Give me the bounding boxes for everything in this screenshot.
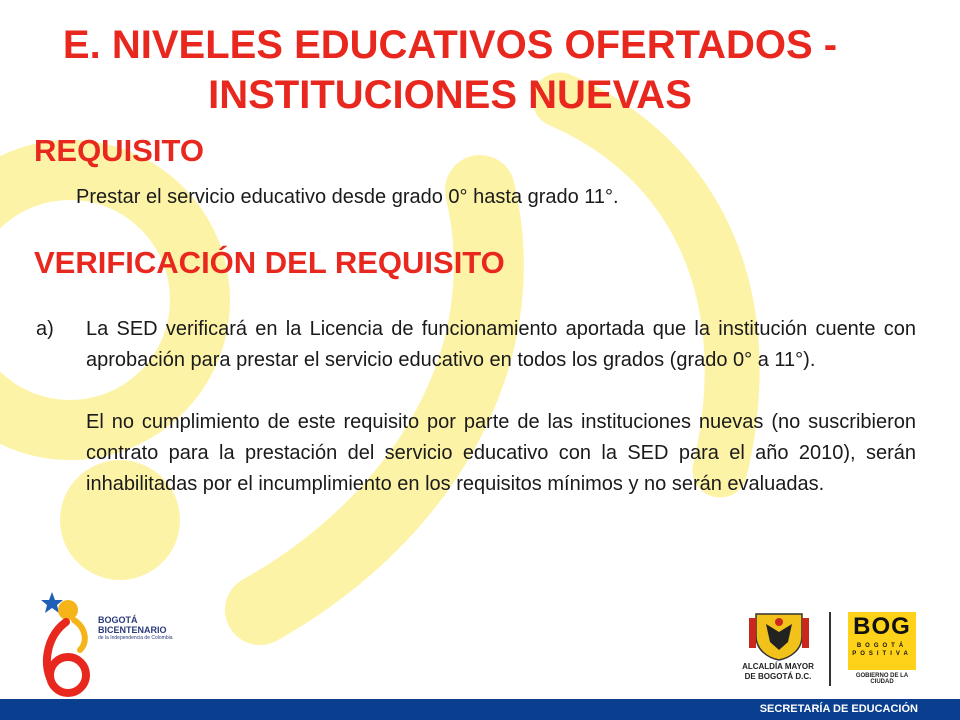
footer-text: SECRETARÍA DE EDUCACIÓN bbox=[759, 703, 918, 715]
bicentenario-line-3: de la Independencia de Colombia bbox=[98, 635, 173, 641]
bicentenario-line-1: BOGOTÁ bbox=[98, 615, 138, 625]
list-item bbox=[36, 314, 916, 500]
bog-sub-2: POSITIVA bbox=[852, 651, 912, 657]
verification-list bbox=[36, 314, 916, 500]
bog-caption: GOBIERNO DE LA CIUDAD bbox=[855, 673, 909, 685]
alcaldia-line-2: DE BOGOTÁ D.C. bbox=[744, 672, 812, 681]
title-line-2: INSTITUCIONES NUEVAS bbox=[208, 73, 692, 117]
slide-title bbox=[0, 20, 900, 120]
bogota-positiva-logo bbox=[848, 612, 916, 670]
bogota-coat-of-arms-icon bbox=[744, 610, 814, 662]
item-paragraph-2: El no cumplimiento de este requisito por parte de las instituciones nuevas (no suscribieron contrato para la prestación del servicio educativo con la SED para el año 2010), serán inhabilitadas por el incumplimiento en los requisitos mínimos y no serán evaluadas. bbox=[86, 411, 916, 495]
bicentenario-text bbox=[98, 615, 173, 642]
verification-heading: VERIFICACIÓN DEL REQUISITO bbox=[34, 245, 505, 280]
alcaldia-line-1: ALCALDÍA MAYOR bbox=[742, 662, 814, 671]
bog-word: BOG bbox=[853, 613, 911, 640]
footer-bar bbox=[0, 699, 960, 720]
list-item-body bbox=[86, 314, 916, 500]
alcaldia-text bbox=[728, 662, 828, 682]
item-paragraph-1: La SED verificará en la Licencia de funcionamiento aportada que la institución cuente con aprobación para prestar el servicio educativo en todos los grados (grado 0° a 11°). bbox=[86, 318, 916, 371]
bicentenario-line-2: BICENTENARIO bbox=[98, 625, 167, 635]
title-line-1: E. NIVELES EDUCATIVOS OFERTADOS - bbox=[62, 23, 838, 67]
list-marker: a) bbox=[36, 318, 54, 340]
bicentenario-logo-icon bbox=[38, 590, 98, 700]
requirement-heading: REQUISITO bbox=[34, 133, 204, 168]
logo-divider bbox=[829, 612, 831, 686]
bog-sub-1: BOGOTÁ bbox=[856, 643, 908, 649]
requirement-text: Prestar el servicio educativo desde grado 0° hasta grado 11°. bbox=[76, 186, 619, 208]
